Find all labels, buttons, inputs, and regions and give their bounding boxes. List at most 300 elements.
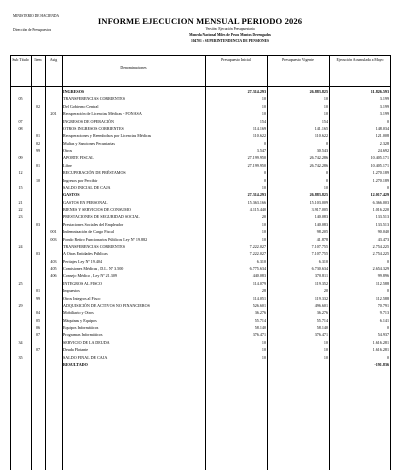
cell-presupuesto-vigente: 26.883.825 xyxy=(309,192,328,198)
cell-presupuesto-inicial: 154 xyxy=(259,118,266,124)
cell-denominacion: GASTOS EN PERSONAL xyxy=(63,199,108,205)
cell-ejecucion-acumulada: 133.513 xyxy=(375,214,389,220)
cell-denominacion: Mobiliario y Otros xyxy=(63,310,94,316)
cell-denominacion: Indemnización de Cargo Fiscal xyxy=(63,229,114,235)
table-row xyxy=(10,265,390,272)
cell-ejecucion-acumulada: 1.016.220 xyxy=(372,207,389,212)
cell-subtitulo: 35 xyxy=(18,354,23,360)
cell-presupuesto-inicial: 3.547 xyxy=(256,148,266,153)
table-row xyxy=(10,324,390,331)
cell-denominacion: Del Gobierno Central xyxy=(63,103,99,109)
cell-item xyxy=(31,184,45,191)
cell-presupuesto-vigente: 141.165 xyxy=(314,125,328,131)
cell-denominacion: INGRESOS DE OPERACIÓN xyxy=(63,118,114,124)
directorate-label: Dirección de Presupuestos xyxy=(13,28,52,32)
col-header-inicial: Presupuesto Inicial xyxy=(221,58,251,62)
table-row xyxy=(10,169,390,176)
cell-subtitulo xyxy=(10,162,31,169)
cell-presupuesto-inicial: 114.169 xyxy=(252,125,266,131)
cell-presupuesto-inicial xyxy=(205,361,267,368)
cell-denominacion: BIENES Y SERVICIOS DE CONSUMO xyxy=(63,207,131,212)
cell-subtitulo xyxy=(10,147,31,154)
cell-asig: 201 xyxy=(50,111,57,117)
cell-asig xyxy=(45,103,62,110)
cell-asig xyxy=(45,191,62,198)
cell-asig xyxy=(45,354,62,361)
cell-ejecucion-acumulada: 0 xyxy=(386,184,389,190)
cell-item: 99 xyxy=(35,295,41,301)
cell-presupuesto-vigente: 6.730.634 xyxy=(311,266,328,271)
cell-item: 01 xyxy=(35,133,41,139)
cell-presupuesto-inicial: 58.140 xyxy=(254,325,266,330)
cell-presupuesto-inicial: 0 xyxy=(263,170,266,176)
table-row xyxy=(10,184,390,191)
cell-item: 10 xyxy=(35,177,41,183)
cell-presupuesto-vigente: 10 xyxy=(323,339,328,345)
cell-ejecucion-acumulada: 0 xyxy=(386,118,389,124)
header-bottom-rule xyxy=(10,86,390,87)
header-top-rule xyxy=(10,55,390,56)
cell-item xyxy=(31,265,45,272)
cell-subtitulo xyxy=(10,346,31,353)
cell-ejecucion-acumulada: 6.366.003 xyxy=(372,199,389,205)
cell-denominacion: SALDO FINAL DE CAJA xyxy=(63,354,108,360)
cell-denominacion: Equipos Informáticos xyxy=(63,325,99,330)
cell-presupuesto-inicial: 27.199.950 xyxy=(247,155,266,161)
cell-presupuesto-inicial: 27.314.293 xyxy=(247,89,266,94)
cell-presupuesto-inicial: 27.199.950 xyxy=(247,162,266,168)
cell-denominacion: TRANSFERENCIAS CORRIENTES xyxy=(63,96,125,102)
cell-presupuesto-vigente: 20 xyxy=(323,288,328,294)
cell-subtitulo xyxy=(10,250,31,257)
cell-denominacion: OTROS INGRESOS CORRIENTES xyxy=(63,125,124,131)
cell-presupuesto-vigente: 119.352 xyxy=(314,280,328,286)
cell-denominacion: Recuperación de Licencias Médicas - FONASA xyxy=(63,111,142,117)
table-row xyxy=(10,118,390,125)
cell-subtitulo xyxy=(10,331,31,338)
cell-presupuesto-vigente: 6.310 xyxy=(318,258,328,264)
cell-presupuesto-vigente: 7.107.755 xyxy=(311,251,328,257)
column-divider xyxy=(390,55,391,470)
cell-presupuesto-vigente: 140.083 xyxy=(314,221,328,227)
cell-presupuesto-inicial: 10 xyxy=(261,184,266,190)
cell-subtitulo xyxy=(10,295,31,302)
cell-subtitulo xyxy=(10,324,31,331)
cell-item xyxy=(31,191,45,198)
cell-subtitulo: 12 xyxy=(18,170,23,176)
table-row xyxy=(10,140,390,147)
cell-asig xyxy=(45,162,62,169)
cell-item xyxy=(31,110,45,117)
cell-presupuesto-inicial: 10 xyxy=(261,347,266,353)
cell-presupuesto-inicial: 36.276 xyxy=(254,310,266,316)
cell-denominacion: SALDO INICIAL DE CAJA xyxy=(63,184,111,190)
cell-asig: 001 xyxy=(50,229,57,235)
cell-denominacion: Ingresos por Percibir xyxy=(63,177,98,183)
cell-asig xyxy=(45,331,62,338)
cell-ejecucion-acumulada: 3.199 xyxy=(379,111,389,117)
cell-presupuesto-inicial: 114.079 xyxy=(252,280,266,286)
cell-ejecucion-acumulada: 2.754.225 xyxy=(372,251,389,257)
cell-asig: 406 xyxy=(50,273,57,279)
col-header-subtitulo: Sub Título xyxy=(12,58,29,62)
cell-subtitulo xyxy=(10,228,31,235)
cell-presupuesto-vigente: 98.205 xyxy=(316,229,328,235)
cell-item xyxy=(31,169,45,176)
cell-subtitulo: 07 xyxy=(18,118,23,124)
cell-ejecucion-acumulada: 112.588 xyxy=(375,280,389,286)
cell-presupuesto-inicial: 15.363.166 xyxy=(247,199,266,205)
cell-asig xyxy=(45,221,62,228)
cell-presupuesto-vigente: 0 xyxy=(325,177,328,183)
table-row xyxy=(10,221,390,228)
table-row xyxy=(10,125,390,132)
cell-presupuesto-inicial: 10 xyxy=(261,236,266,242)
table-row xyxy=(10,228,390,235)
cell-presupuesto-vigente: 0 xyxy=(325,170,328,176)
cell-item: 01 xyxy=(35,288,41,294)
cell-asig xyxy=(45,361,62,368)
cell-subtitulo xyxy=(10,140,31,147)
cell-subtitulo: 08 xyxy=(18,125,23,131)
cell-denominacion: INTEGROS AL FISCO xyxy=(63,280,102,286)
table-row xyxy=(10,250,390,257)
cell-subtitulo: 21 xyxy=(18,199,23,205)
cell-denominacion: Programas Informáticos xyxy=(63,332,103,338)
cell-asig xyxy=(45,184,62,191)
cell-asig: 403 xyxy=(50,258,57,264)
cell-subtitulo: 05 xyxy=(18,96,23,102)
cell-presupuesto-inicial: 10 xyxy=(261,96,266,102)
cell-presupuesto-vigente: 3.917.005 xyxy=(311,207,328,212)
cell-ejecucion-acumulada: 10.405.171 xyxy=(370,155,389,161)
cell-ejecucion-acumulada: 1.270.189 xyxy=(372,177,389,183)
cell-presupuesto-inicial: 55.714 xyxy=(254,317,266,323)
cell-item xyxy=(31,236,45,243)
cell-item xyxy=(31,213,45,220)
cell-presupuesto-vigente: 55.714 xyxy=(316,317,328,323)
cell-item xyxy=(31,272,45,279)
cell-presupuesto-vigente: 7.107.755 xyxy=(311,243,328,249)
cell-presupuesto-vigente: 10 xyxy=(323,103,328,109)
cell-ejecucion-acumulada: 3.199 xyxy=(379,96,389,102)
cell-item: 01 xyxy=(35,162,41,168)
cell-subtitulo: 34 xyxy=(18,339,23,345)
cell-item: 03 xyxy=(35,221,41,227)
table-row xyxy=(10,331,390,338)
table-row xyxy=(10,236,390,243)
cell-presupuesto-vigente: 496.601 xyxy=(314,302,328,308)
cell-item: 03 xyxy=(35,251,41,257)
cell-denominacion: RESULTADO xyxy=(63,361,88,367)
cell-presupuesto-vigente: 110.622 xyxy=(314,133,328,139)
cell-presupuesto-vigente: 30.543 xyxy=(316,148,328,153)
table-row xyxy=(10,317,390,324)
cell-denominacion: Impuestos xyxy=(63,288,80,294)
cell-presupuesto-inicial: 376.471 xyxy=(252,332,266,338)
cell-subtitulo xyxy=(10,191,31,198)
table-row xyxy=(10,191,390,198)
report-title: INFORME EJECUCION MENSUAL PERIODO 2026 xyxy=(97,16,303,26)
cell-asig xyxy=(45,346,62,353)
cell-denominacion: Consejo Médico , Ley Nº 21.309 xyxy=(63,273,117,279)
cell-presupuesto-vigente xyxy=(267,361,329,368)
cell-asig xyxy=(45,339,62,346)
cell-presupuesto-vigente: 119.332 xyxy=(314,295,328,301)
ministry-label: MINISTERIO DE HACIENDA xyxy=(13,14,60,18)
cell-presupuesto-vigente: 154 xyxy=(321,118,328,124)
cell-subtitulo: 29 xyxy=(18,302,23,308)
cell-denominacion: TRANSFERENCIAS CORRIENTES xyxy=(63,243,125,249)
cell-presupuesto-vigente: 10 xyxy=(323,111,328,117)
cell-asig xyxy=(45,309,62,316)
cell-presupuesto-inicial: 7.222.027 xyxy=(249,251,266,257)
cell-ejecucion-acumulada: 3.199 xyxy=(379,103,389,109)
cell-item: 07 xyxy=(35,347,41,353)
cell-item: 02 xyxy=(35,140,41,146)
cell-presupuesto-inicial: 526.601 xyxy=(252,302,266,308)
cell-item xyxy=(31,302,45,309)
cell-subtitulo xyxy=(10,272,31,279)
table-row xyxy=(10,302,390,309)
cell-item xyxy=(31,258,45,265)
cell-denominacion: Otros xyxy=(63,148,73,153)
table-row xyxy=(10,280,390,287)
cell-denominacion: Máquinas y Equipos xyxy=(63,317,97,323)
cell-presupuesto-vigente: 370.811 xyxy=(314,273,328,279)
cell-item: 07 xyxy=(35,332,41,338)
cell-asig xyxy=(45,95,62,102)
table-row xyxy=(10,147,390,154)
cell-denominacion: Deuda Flotante xyxy=(63,347,89,353)
cell-subtitulo xyxy=(10,309,31,316)
cell-denominacion: APORTE FISCAL xyxy=(63,155,94,161)
cell-item xyxy=(31,118,45,125)
cell-denominacion: SERVICIO DE LA DEUDA xyxy=(63,339,110,345)
cell-presupuesto-vigente: 36.276 xyxy=(316,310,328,316)
cell-subtitulo xyxy=(10,258,31,265)
cell-subtitulo: 15 xyxy=(18,184,23,190)
cell-asig xyxy=(45,169,62,176)
cell-item xyxy=(31,88,45,95)
cell-asig xyxy=(45,125,62,132)
cell-denominacion: Fondo Retiro Funcionarios Públicos Ley Nº 19.882 xyxy=(63,236,148,242)
table-row xyxy=(10,287,390,294)
cell-denominacion: RECUPERACIÓN DE PRÉSTAMOS xyxy=(63,170,126,176)
cell-asig xyxy=(45,199,62,206)
cell-ejecucion-acumulada: 90.040 xyxy=(377,229,389,235)
cell-presupuesto-inicial: 6.310 xyxy=(256,258,266,264)
table-row xyxy=(10,339,390,346)
cell-subtitulo xyxy=(10,361,31,368)
cell-presupuesto-inicial: 114.051 xyxy=(252,295,266,301)
cell-presupuesto-inicial: 7.222.027 xyxy=(249,243,266,249)
cell-ejecucion-acumulada: 2.328 xyxy=(379,140,389,146)
col-header-ejecucion: Ejecución Acumulada a Mayo xyxy=(336,58,384,62)
table-row xyxy=(10,154,390,161)
table-row xyxy=(10,361,390,368)
cell-ejecucion-acumulada: 24.692 xyxy=(377,148,389,153)
cell-denominacion: Libre xyxy=(63,162,72,168)
cell-presupuesto-vigente: 26.742.286 xyxy=(309,155,328,161)
cell-item: 06 xyxy=(35,325,41,330)
cell-subtitulo xyxy=(10,221,31,228)
table-row xyxy=(10,88,390,95)
cell-presupuesto-inicial: 6.775.634 xyxy=(249,266,266,271)
table-row xyxy=(10,95,390,102)
report-currency: Moneda Nacional Miles de Pesos Montos Devengados xyxy=(189,33,271,37)
col-header-denominaciones: Denominaciones xyxy=(120,66,147,70)
cell-presupuesto-inicial: 0 xyxy=(263,140,266,146)
table-row xyxy=(10,162,390,169)
col-header-vigente: Presupuesto Vigente xyxy=(282,58,314,62)
cell-subtitulo xyxy=(10,177,31,184)
cell-presupuesto-inicial: 10 xyxy=(261,103,266,109)
cell-item xyxy=(31,354,45,361)
cell-ejecucion-acumulada: 6.141 xyxy=(379,317,389,323)
cell-ejecucion-acumulada: 1.270.189 xyxy=(372,170,389,176)
cell-denominacion: PRESTACIONES DE SEGURIDAD SOCIAL xyxy=(63,214,140,220)
cell-presupuesto-inicial: 10 xyxy=(261,221,266,227)
cell-item xyxy=(31,95,45,102)
cell-presupuesto-vigente: 10 xyxy=(323,184,328,190)
cell-presupuesto-vigente: 15.103.009 xyxy=(309,199,328,205)
cell-subtitulo xyxy=(10,317,31,324)
report-version: Versión: Ejecución Presupuestaria xyxy=(205,27,255,31)
cell-subtitulo xyxy=(10,287,31,294)
cell-presupuesto-vigente: 140.083 xyxy=(314,214,328,220)
cell-ejecucion-acumulada: 12.017.429 xyxy=(370,192,389,198)
cell-presupuesto-vigente: 58.140 xyxy=(316,325,328,330)
cell-subtitulo xyxy=(10,236,31,243)
cell-asig xyxy=(45,206,62,213)
cell-subtitulo: 24 xyxy=(18,243,23,249)
cell-asig xyxy=(45,140,62,147)
table-row xyxy=(10,177,390,184)
cell-item xyxy=(31,243,45,250)
table-row xyxy=(10,243,390,250)
cell-denominacion: A Otras Entidades Públicas xyxy=(63,251,108,257)
cell-asig xyxy=(45,302,62,309)
cell-presupuesto-vigente: 376.471 xyxy=(314,332,328,338)
cell-asig xyxy=(45,88,62,95)
cell-item: 99 xyxy=(35,148,41,153)
cell-item: 05 xyxy=(35,317,41,323)
cell-ejecucion-acumulada: 70.791 xyxy=(377,302,389,308)
cell-item xyxy=(31,199,45,206)
cell-item xyxy=(31,280,45,287)
cell-item xyxy=(31,206,45,213)
cell-ejecucion-acumulada: -191.836 xyxy=(374,361,389,367)
cell-presupuesto-inicial: 10 xyxy=(261,354,266,360)
execution-table xyxy=(10,88,390,368)
cell-asig xyxy=(45,250,62,257)
cell-presupuesto-vigente: 0 xyxy=(325,140,328,146)
cell-asig xyxy=(45,243,62,250)
cell-presupuesto-inicial: 110.622 xyxy=(252,133,266,139)
cell-denominacion: Recuperaciones y Reembolsos por Licencias Médicas xyxy=(63,133,152,139)
table-row xyxy=(10,132,390,139)
cell-presupuesto-vigente: 41.878 xyxy=(316,236,328,242)
cell-item: 04 xyxy=(35,310,41,316)
cell-ejecucion-acumulada: 0 xyxy=(386,354,389,360)
cell-asig xyxy=(45,280,62,287)
cell-item xyxy=(31,154,45,161)
table-row xyxy=(10,346,390,353)
cell-asig xyxy=(45,317,62,324)
cell-ejecucion-acumulada: 0 xyxy=(386,288,389,294)
cell-item xyxy=(31,125,45,132)
cell-ejecucion-acumulada: 121.008 xyxy=(375,133,389,139)
cell-asig: 405 xyxy=(50,266,57,271)
table-row xyxy=(10,272,390,279)
cell-presupuesto-inicial: 27.314.293 xyxy=(247,192,266,198)
cell-subtitulo: 23 xyxy=(18,214,23,220)
cell-asig xyxy=(45,213,62,220)
cell-ejecucion-acumulada: 9.713 xyxy=(379,310,389,316)
cell-asig xyxy=(45,147,62,154)
cell-presupuesto-vigente: 26.742.286 xyxy=(309,162,328,168)
cell-denominacion: Peritajes Ley Nº 19.404 xyxy=(63,258,103,264)
cell-asig xyxy=(45,177,62,184)
cell-presupuesto-inicial: 28 xyxy=(261,288,266,294)
cell-item xyxy=(31,228,45,235)
cell-presupuesto-inicial: 10 xyxy=(261,229,266,235)
cell-asig xyxy=(45,154,62,161)
cell-ejecucion-acumulada: 112.588 xyxy=(375,295,389,301)
table-row xyxy=(10,295,390,302)
cell-denominacion: Multas y Sanciones Pecuniarias xyxy=(63,140,115,146)
cell-denominacion: INGRESOS xyxy=(63,89,85,94)
cell-ejecucion-acumulada: 2.754.225 xyxy=(372,243,389,249)
col-header-asig: Asig xyxy=(49,58,58,62)
cell-presupuesto-vigente: 26.883.825 xyxy=(309,89,328,94)
table-row xyxy=(10,199,390,206)
cell-ejecucion-acumulada: 11.826.593 xyxy=(370,89,389,94)
cell-ejecucion-acumulada: 54.937 xyxy=(377,332,389,338)
cell-ejecucion-acumulada: 1.616.281 xyxy=(372,339,389,345)
cell-ejecucion-acumulada: 1.616.281 xyxy=(372,347,389,353)
cell-ejecucion-acumulada: 2.654.329 xyxy=(372,266,389,271)
table-row xyxy=(10,110,390,117)
cell-subtitulo xyxy=(10,110,31,117)
table-row xyxy=(10,213,390,220)
cell-presupuesto-inicial: 10 xyxy=(261,339,266,345)
report-entity: 104701 : SUPERINTENDENCIA DE PENSIONES xyxy=(190,39,270,43)
cell-ejecucion-acumulada: 0 xyxy=(386,325,389,330)
cell-item: 02 xyxy=(35,103,41,109)
cell-asig xyxy=(45,324,62,331)
table-row xyxy=(10,206,390,213)
cell-asig xyxy=(45,287,62,294)
cell-presupuesto-inicial: 20 xyxy=(261,214,266,220)
table-row xyxy=(10,103,390,110)
cell-subtitulo xyxy=(10,132,31,139)
cell-subtitulo xyxy=(10,265,31,272)
col-header-item: Item xyxy=(34,58,42,62)
cell-subtitulo: 09 xyxy=(18,155,23,161)
cell-asig xyxy=(45,295,62,302)
cell-asig: 003 xyxy=(50,236,57,242)
table-row xyxy=(10,354,390,361)
cell-item xyxy=(31,361,45,368)
cell-denominacion: Otros Integros al Fisco xyxy=(63,295,101,301)
cell-denominacion: Prestaciones Sociales del Empleador xyxy=(63,221,124,227)
cell-presupuesto-vigente: 10 xyxy=(323,347,328,353)
cell-subtitulo xyxy=(10,88,31,95)
cell-denominacion: Comisiones Médicas , D.L. Nº 3.500 xyxy=(63,266,124,271)
cell-subtitulo xyxy=(10,103,31,110)
